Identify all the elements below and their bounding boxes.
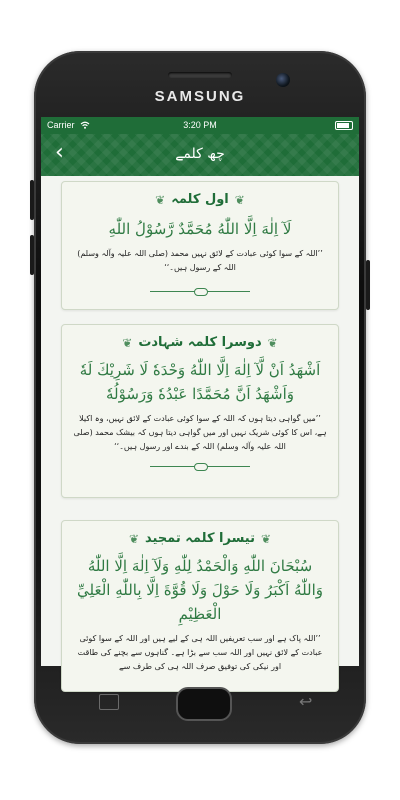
battery-icon — [335, 121, 353, 130]
ornament-right-icon: ❦ — [267, 335, 278, 350]
kalma-card-1 — [61, 181, 339, 310]
kalma-heading: اول کلمہ — [171, 192, 229, 207]
ornament-left-icon: ❦ — [155, 192, 166, 207]
divider-ornament-icon — [150, 462, 250, 470]
kalma-translation: ’’اللہ کے سوا کوئی عبادت کے لائق نہیں محمد (صلی اللہ علیہ وآلہ وسلم) اللہ کے رسول ہیں۔‘‘ — [77, 249, 323, 272]
home-button[interactable] — [176, 687, 232, 721]
card-heading-row — [62, 192, 338, 207]
bixby-button — [30, 235, 34, 275]
card-heading-row — [62, 335, 338, 350]
kalma-heading: دوسرا کلمہ شہادت — [138, 335, 262, 350]
kalma-arabic-text: لَآ اِلٰهَ اِلَّا اللّٰهُ مُحَمَّدٌ رَّسُوْلُ اللّٰهِ — [108, 220, 292, 238]
ornament-right-icon: ❦ — [234, 192, 245, 207]
kalma-translation: ’’اللہ پاک ہے اور سب تعریفیں اللہ ہی کے لیے ہیں اور اللہ کے سوا کوئی عبادت کے لائق نہیں اور اللہ سب سے بڑا ہے۔ گناہوں سے بچنے کی طاقت اور نیکی کی توفیق صرف اللہ ہی کی طرف سے — [77, 634, 323, 671]
carrier-label: Carrier — [47, 120, 90, 130]
status-bar — [41, 117, 359, 134]
recent-apps-icon[interactable] — [99, 694, 119, 710]
divider-ornament-icon — [150, 287, 250, 295]
ornament-left-icon: ❦ — [128, 531, 139, 546]
status-time: 3:20 PM — [183, 120, 217, 130]
page-title: چھ کلمے — [175, 146, 225, 162]
front-camera — [276, 73, 290, 87]
kalma-heading: تیسرا کلمہ تمجید — [145, 531, 255, 546]
power-button — [366, 260, 370, 310]
nav-bar — [41, 134, 359, 176]
hardware-nav-area — [41, 684, 359, 724]
chevron-left-icon[interactable]: ‹ — [55, 140, 64, 165]
speaker-grille — [168, 72, 232, 78]
kalma-list[interactable] — [41, 176, 359, 671]
kalma-translation: ’’میں گواہی دیتا ہوں کہ اللہ کے سوا کوئی عبادت کے لائق نہیں، وہ اکیلا ہے، اس کا کوئی شریک نہیں اور میں گواہی دیتا ہوں کہ بیشک محمد (صلی اللہ علیہ وآلہ وسلم) اللہ کے بندے اور رسول ہیں۔‘‘ — [73, 414, 327, 451]
device-brand: SAMSUNG — [154, 88, 246, 105]
card-heading-row — [62, 531, 338, 546]
ornament-right-icon: ❦ — [261, 531, 272, 546]
back-arrow-icon[interactable]: ↩ — [299, 692, 313, 711]
kalma-card-3 — [61, 520, 339, 692]
app-screen — [41, 117, 359, 671]
kalma-arabic-text: سُبْحَانَ اللّٰهِ وَالْحَمْدُ لِلّٰهِ وَلَآ اِلٰهَ اِلَّا اللّٰهُ وَاللّٰهُ اَكْبَرُ وَلَا حَوْلَ وَلَا قُوَّةَ اِلَّا بِاللّٰهِ الْعَلِيِّ الْعَظِيْمِ — [76, 557, 324, 623]
kalma-card-2 — [61, 324, 339, 498]
volume-button — [30, 180, 34, 220]
kalma-arabic-text: اَشْهَدُ اَنْ لَّآ اِلٰهَ اِلَّا اللّٰهُ وَحْدَهٗ لَا شَرِيْكَ لَهٗ وَاَشْهَدُ اَنَّ مُحَمَّدًا عَبْدُهٗ وَرَسُوْلُهٗ — [79, 361, 321, 403]
ornament-left-icon: ❦ — [122, 335, 133, 350]
